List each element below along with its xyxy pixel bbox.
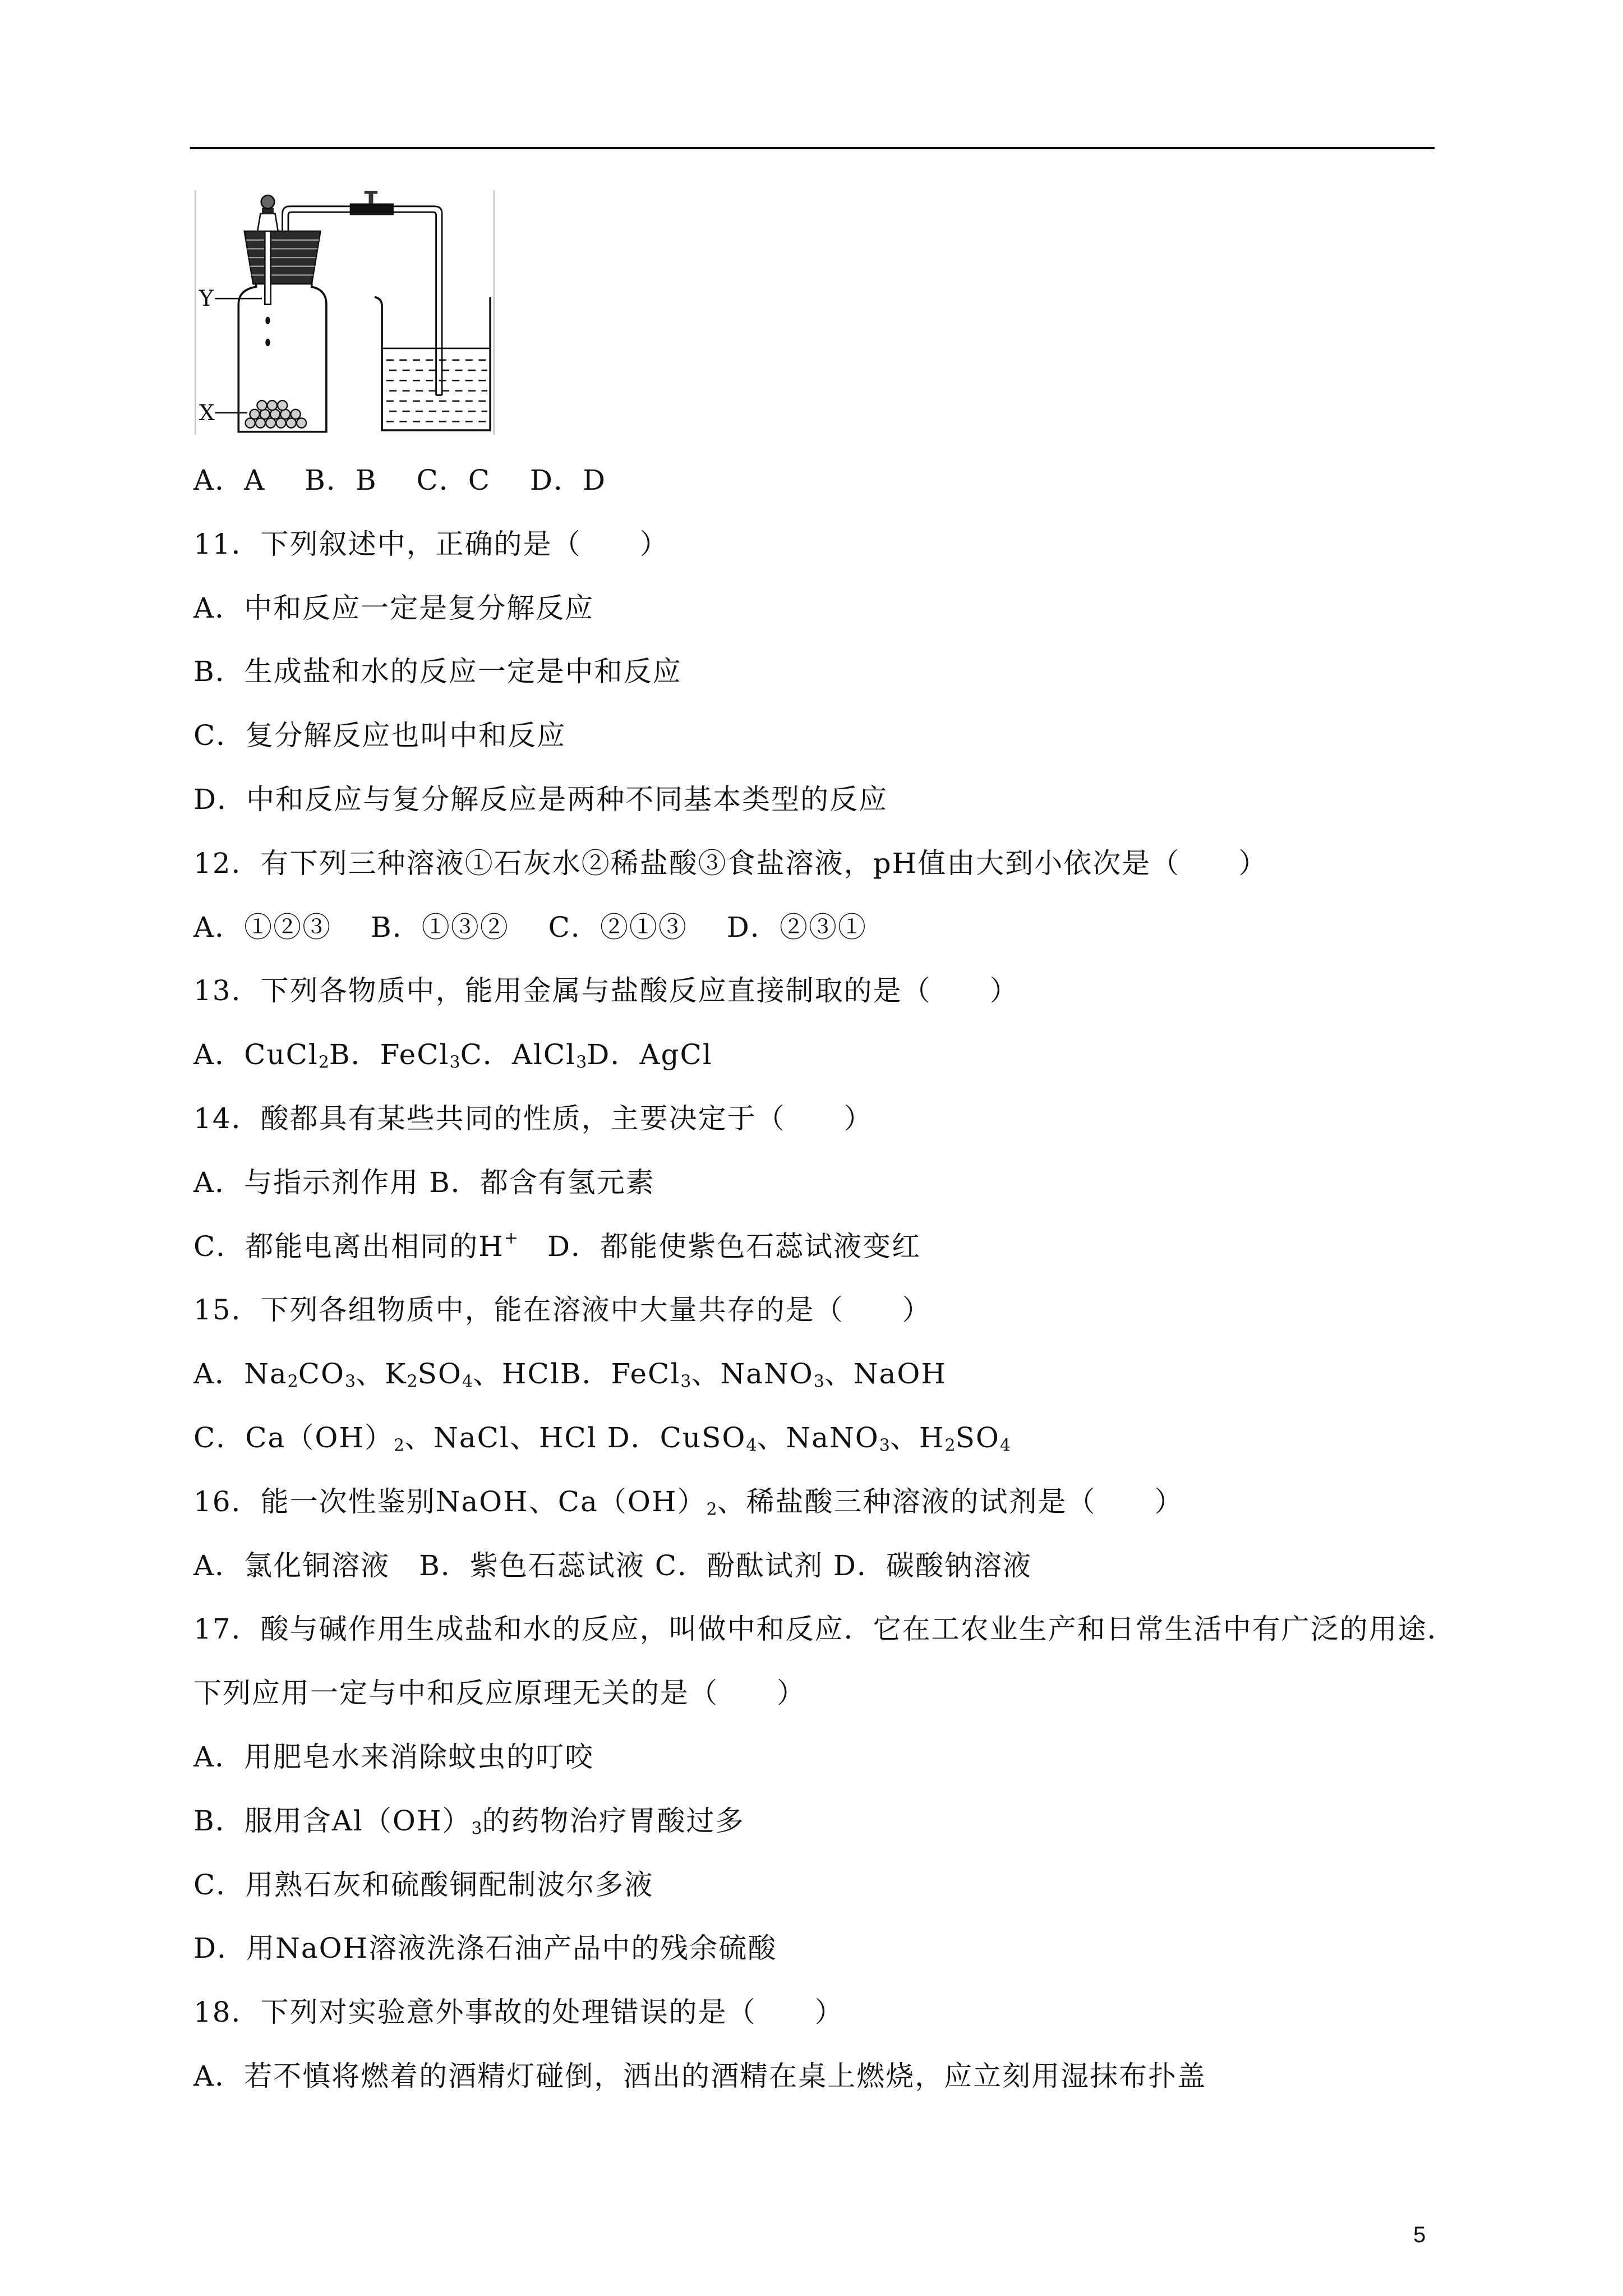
subscript: 3 bbox=[345, 1372, 356, 1392]
question-list bbox=[193, 463, 1456, 2123]
question-17-option-c: C．用熟石灰和硫酸铜配制波尔多液 bbox=[193, 1868, 654, 1901]
question-18-option-a: A．若不慎将燃着的酒精灯碰倒，洒出的酒精在桌上燃烧，应立刻用湿抹布扑盖 bbox=[193, 2059, 1207, 2092]
question-11-option-a: A．中和反应一定是复分解反应 bbox=[193, 591, 594, 624]
subscript: 2 bbox=[318, 1052, 329, 1073]
label-y: Y bbox=[199, 286, 214, 312]
page-number: 5 bbox=[1413, 2223, 1426, 2247]
question-10-options: A．A B．B C．C D．D bbox=[193, 464, 607, 496]
text-segment: B．FeCl bbox=[329, 1038, 450, 1071]
tube-clamp bbox=[350, 191, 394, 215]
label-x: X bbox=[199, 400, 215, 426]
question-15-stem: 15．下列各组物质中，能在溶液中大量共存的是（ ） bbox=[193, 1294, 932, 1327]
subscript: 3 bbox=[576, 1052, 587, 1073]
question-18-stem: 18．下列对实验意外事故的处理错误的是（ ） bbox=[193, 1996, 844, 2029]
solid-pellets bbox=[246, 401, 307, 428]
subscript: 4 bbox=[999, 1435, 1011, 1456]
text-segment: 、H bbox=[889, 1421, 945, 1454]
text-segment: 、K bbox=[356, 1358, 407, 1391]
question-16-options: A．氯化铜溶液 B．紫色石蕊试液 C．酚酞试剂 D．碳酸钠溶液 bbox=[193, 1549, 1032, 1582]
subscript: 3 bbox=[813, 1372, 824, 1392]
question-13-stem: 13．下列各物质中，能用金属与盐酸反应直接制取的是（ ） bbox=[193, 974, 1019, 1007]
header-rule bbox=[190, 147, 1435, 149]
subscript: 3 bbox=[471, 1819, 482, 1839]
subscript: 3 bbox=[879, 1435, 890, 1456]
question-15-options-cd bbox=[193, 1421, 1456, 1485]
subscript: 2 bbox=[287, 1372, 298, 1392]
text-segment: 、NaNO bbox=[691, 1358, 814, 1391]
text-segment: SO bbox=[417, 1358, 462, 1391]
question-14-options-cd bbox=[193, 1230, 1456, 1294]
text-segment: 的药物治疗胃酸过多 bbox=[482, 1804, 745, 1837]
question-15-options-ab bbox=[193, 1357, 1456, 1421]
text-segment: 、NaOH bbox=[824, 1358, 947, 1391]
question-13-options bbox=[193, 1038, 1456, 1102]
question-14-stem: 14．酸都具有某些共同的性质，主要决定于（ ） bbox=[193, 1102, 873, 1135]
text-segment: C．Ca（OH） bbox=[193, 1421, 394, 1454]
apparatus-diagram-container bbox=[195, 190, 495, 435]
text-segment: B．服用含Al（OH） bbox=[193, 1804, 472, 1837]
text-segment: A．Na bbox=[193, 1358, 288, 1391]
subscript: 4 bbox=[462, 1372, 473, 1392]
question-17-stem-line-2: 下列应用一定与中和反应原理无关的是（ ） bbox=[193, 1677, 806, 1710]
question-17-option-d: D．用NaOH溶液洗涤石油产品中的残余硫酸 bbox=[193, 1932, 777, 1965]
rubber-stopper bbox=[245, 231, 321, 284]
question-11-option-d: D．中和反应与复分解反应是两种不同基本类型的反应 bbox=[193, 783, 888, 816]
text-segment: 、NaNO bbox=[757, 1421, 879, 1454]
superscript: + bbox=[504, 1228, 519, 1248]
question-11-option-c: C．复分解反应也叫中和反应 bbox=[193, 719, 566, 752]
subscript: 2 bbox=[393, 1435, 405, 1456]
subscript: 4 bbox=[746, 1435, 757, 1456]
question-17-option-a: A．用肥皂水来消除蚊虫的叮咬 bbox=[193, 1740, 594, 1773]
text-segment: CO bbox=[298, 1358, 345, 1391]
question-12-stem: 12．有下列三种溶液①石灰水②稀盐酸③食盐溶液，pH值由大到小依次是（ ） bbox=[193, 846, 1268, 880]
text-segment: 、NaCl、HCl D．CuSO bbox=[404, 1421, 746, 1454]
text-segment: 16．能一次性鉴别NaOH、Ca（OH） bbox=[193, 1485, 707, 1518]
question-11-stem: 11．下列叙述中，正确的是（ ） bbox=[193, 527, 669, 560]
text-segment: 、稀盐酸三种溶液的试剂是（ ） bbox=[717, 1485, 1184, 1518]
text-segment: C．都能电离出相同的H bbox=[193, 1230, 504, 1263]
beaker bbox=[375, 297, 490, 430]
subscript: 2 bbox=[407, 1372, 418, 1392]
text-segment: D．都能使紫色石蕊试液变红 bbox=[518, 1230, 921, 1263]
text-segment: SO bbox=[955, 1421, 1000, 1454]
text-segment: 、HClB．FeCl bbox=[472, 1358, 681, 1391]
apparatus-diagram bbox=[195, 190, 495, 435]
text-segment: C．AlCl bbox=[460, 1038, 577, 1071]
subscript: 2 bbox=[706, 1499, 717, 1520]
question-17-option-b bbox=[193, 1804, 1456, 1868]
subscript: 3 bbox=[449, 1052, 460, 1073]
question-16-stem bbox=[193, 1485, 1456, 1549]
question-12-options: A．①②③ B．①③② C．②①③ D．②③① bbox=[193, 910, 867, 944]
text-segment: A．CuCl bbox=[193, 1038, 319, 1071]
question-14-options-ab: A．与指示剂作用 B．都含有氢元素 bbox=[193, 1166, 655, 1199]
text-segment: D．AgCl bbox=[587, 1038, 713, 1071]
question-11-option-b: B．生成盐和水的反应一定是中和反应 bbox=[193, 655, 682, 688]
subscript: 2 bbox=[944, 1435, 956, 1456]
liquid-drop bbox=[265, 317, 270, 325]
subscript: 3 bbox=[680, 1372, 691, 1392]
question-17-stem-line-1: 17．酸与碱作用生成盐和水的反应，叫做中和反应．它在工农业生产和日常生活中有广泛的用途． bbox=[193, 1613, 1456, 1646]
liquid-drop bbox=[265, 339, 270, 347]
